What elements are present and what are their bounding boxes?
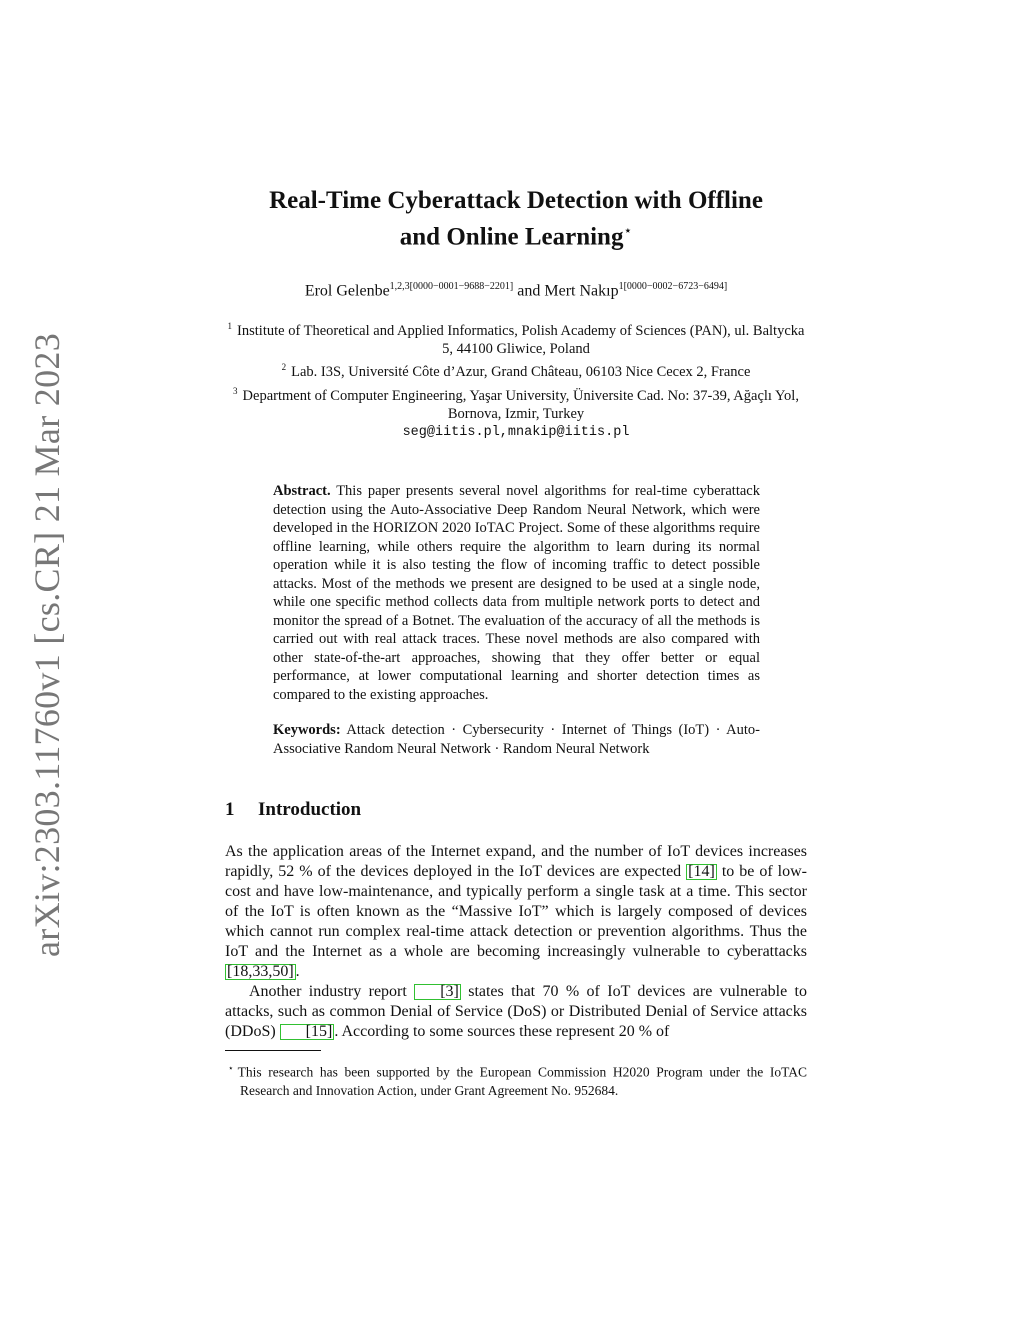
footnote-divider: [225, 1050, 321, 1051]
paragraph-2: [225, 982, 807, 1042]
section-title: Introduction: [258, 799, 362, 821]
author-emails[interactable]: seg@iitis.pl,mnakip@iitis.pl: [402, 424, 630, 440]
abstract: [273, 482, 760, 704]
citation-link[interactable]: [15]: [280, 1024, 335, 1040]
citation-link[interactable]: [18,33,50]: [227, 963, 294, 981]
affiliation-1: [225, 317, 807, 359]
author-2-orcid: 1[0000−0002−6723−6494]: [618, 281, 728, 293]
arxiv-side-label: [18, 333, 76, 957]
author-1-name: Erol Gelenbe: [304, 282, 390, 300]
affiliations: [225, 317, 807, 442]
author-list: [225, 276, 807, 302]
title-line-1: Real-Time Cyberattack Detection with Offline: [269, 187, 763, 214]
affiliation-number: 2: [281, 362, 287, 373]
footnote-mark: ⋆: [228, 1063, 234, 1074]
title-line-2: and Online Learning: [399, 223, 624, 251]
affiliation-text: Lab. I3S, Université Côte d’Azur, Grand Château, 06103 Nice Cecex 2, France: [291, 364, 751, 381]
affiliation-text: Institute of Theoretical and Applied Informatics, Polish Academy of Sciences (PAN), ul. Baltycka 5, 44100 Gliwice, Poland: [237, 322, 805, 357]
affiliation-number: 3: [233, 385, 238, 396]
keywords-text: Attack detection · Cybersecurity · Internet of Things (IoT) · Auto-Associative Random Neural Network · Random Neural Network: [273, 722, 760, 757]
text-run: .: [295, 963, 300, 981]
text-run: states that 70 % of IoT devices are vulnerable to attacks, such as common Denial of Service (DoS) or Distributed Denial of Service attacks (DDoS): [225, 983, 808, 1041]
affiliation-number: 1: [227, 320, 233, 331]
text-run: . According to some sources these represent 20 % of: [334, 1023, 670, 1041]
paper-title: [225, 185, 807, 252]
paper-page: [225, 185, 807, 1100]
title-footnote-mark: ⋆: [623, 224, 633, 239]
affiliation-text: Department of Computer Engineering, Yaşar University, Üniversite Cad. No: 37-39, Ağaçlı Yol, Bornova, Izmir, Turkey: [242, 387, 799, 423]
section-number: 1: [225, 799, 235, 821]
introduction-body: [225, 842, 807, 1042]
citation-link[interactable]: [3]: [414, 984, 461, 1000]
author-joiner: and: [513, 282, 545, 300]
affiliation-3: [225, 382, 807, 424]
author-2-name: Mert Nakıp: [544, 282, 619, 300]
citation-link[interactable]: [14]: [688, 863, 715, 881]
text-run: to be of low-cost and have low-maintenance, and typically perform a single task at a time. This sector of the IoT is often known as the “Massive IoT” which is largely composed of devices which cannot run complex real-time attack detection or prevention algorithms. Thus the IoT and the Internet as a whole are becoming increasingly vulnerable to cyberattacks: [225, 863, 807, 961]
arxiv-identifier: arXiv:2303.11760v1 [cs.CR] 21 Mar 2023: [27, 333, 67, 957]
footnote-text: This research has been supported by the European Commission H2020 Program under the IoTAC Research and Innovation Action, under Grant Agreement No. 952684.: [237, 1064, 807, 1098]
text-run: As the application areas of the Internet expand, and the number of IoT devices increases rapidly, 52 % of the devices deployed in the IoT devices are expected: [225, 843, 807, 881]
paragraph-1: [225, 842, 807, 982]
text-run: Another industry report: [249, 983, 415, 1001]
keywords: [273, 721, 760, 758]
abstract-text: This paper presents several novel algorithms for real-time cyberattack detection using the Auto-Associative Deep Random Neural Network, which were developed in the HORIZON 2020 IoTAC Project. Some of these algorithms require offline learning, while others require the algorithm to learn during its normal operation while it is also testing the flow of incoming traffic to detect possible attacks. Most of the methods we present are designed to be used at a single node, while one specific method collects data from multiple network ports to detect and monitor the spread of a Botnet. The evaluation of the accuracy of all the methods is carried out with real attack traces. These novel methods are also compared with other state-of-the-art approaches, showing that they offer better or equal performance, at lower computational learning and shorter detection times as compared to the existing approaches.: [273, 483, 760, 703]
footnote: [225, 1059, 807, 1100]
section-heading: [225, 798, 807, 822]
keywords-label: Keywords:: [273, 722, 341, 739]
author-1-orcid: 1,2,3[0000−0001−9688−2201]: [389, 281, 514, 293]
affiliation-2: [225, 358, 807, 381]
abstract-label: Abstract.: [273, 483, 331, 500]
